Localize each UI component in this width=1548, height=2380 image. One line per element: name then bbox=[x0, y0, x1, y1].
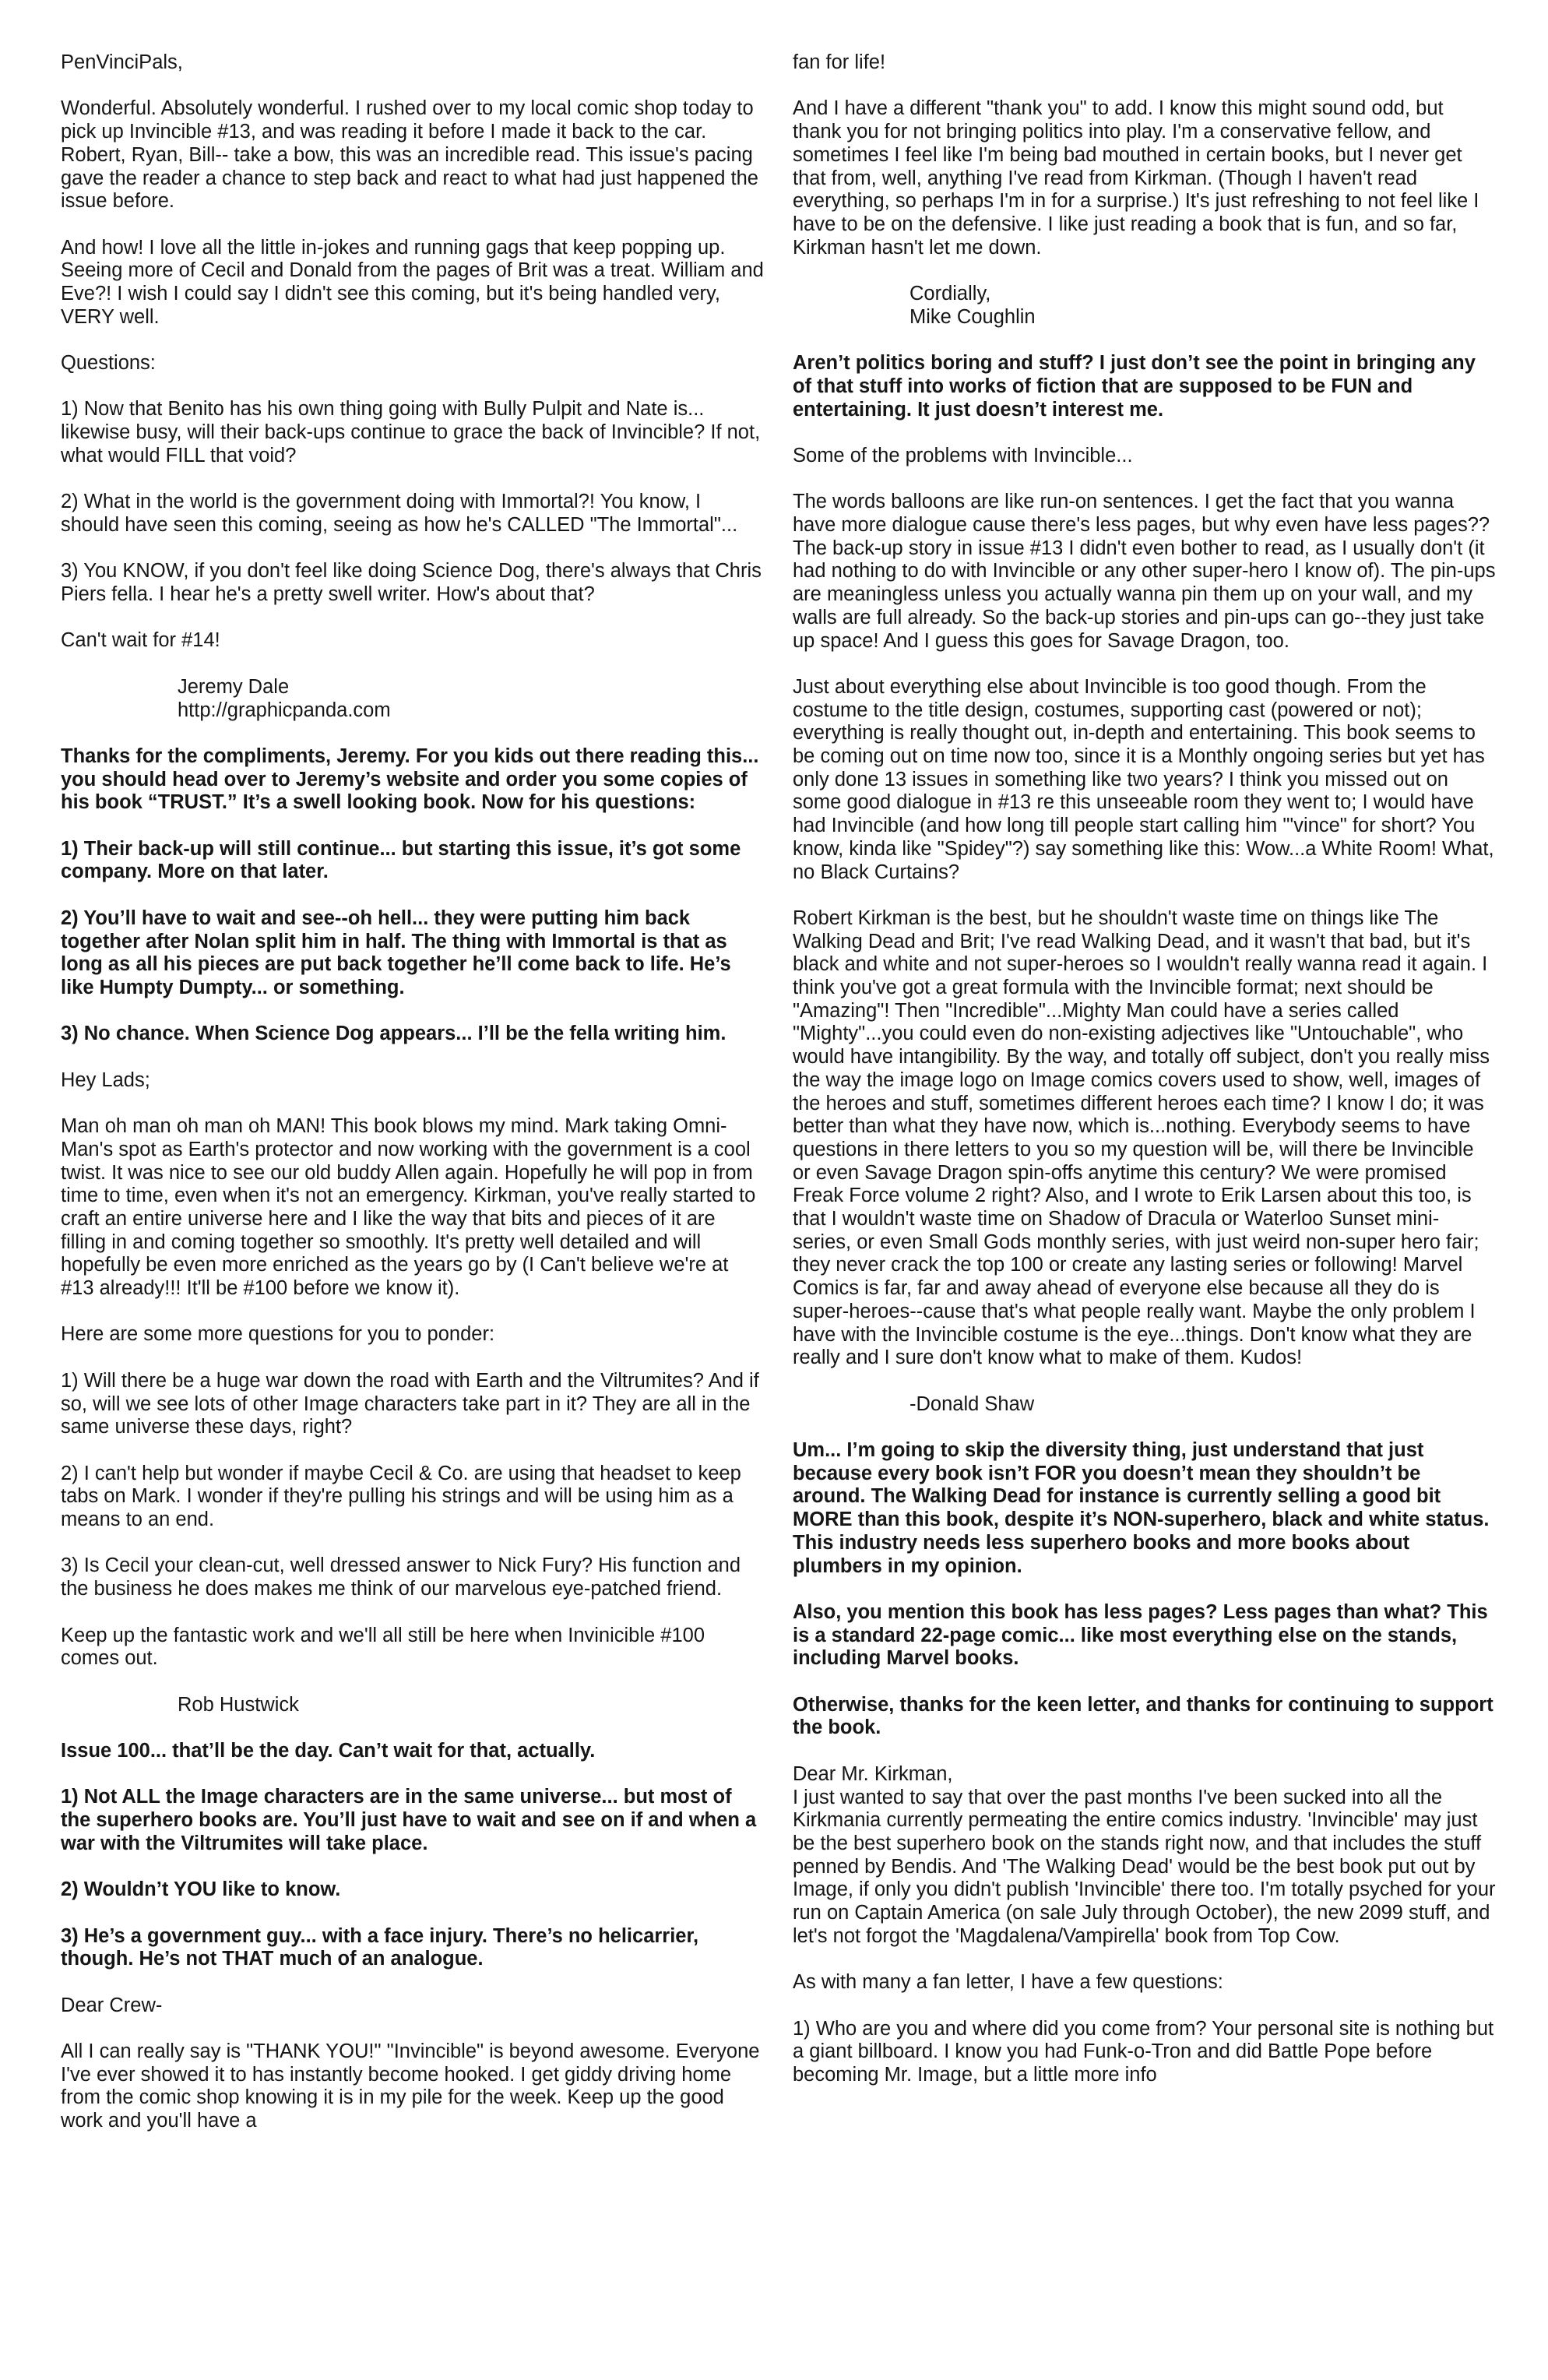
letter-paragraph: 2) I can't help but wonder if maybe Cecil & Co. are using that headset to keep tabs on Mark. I wonder if they're pulling his strings and will be using him as a means to an end. bbox=[61, 1462, 741, 1531]
letter-paragraph: Can't wait for #14! bbox=[61, 629, 220, 652]
right-column bbox=[793, 51, 1497, 2110]
letter-paragraph: The words balloons are like run-on sentences. I get the fact that you wanna have more dialogue cause there's less pages, but why even have less pages?? The back-up story in issue #13 I didn't even bother to read, as I usually don't (it had nothing to do with Invincible or any other super-hero I know of). The pin-ups are meaningless unless you actually wanna pin them up on your wall, and my walls are full already. So the back-up stories and pin-ups can go--they just take up space! And I guess this goes for Savage Dragon, too. bbox=[793, 491, 1496, 652]
letter-paragraph: Just about everything else about Invincible is too good though. From the costume to the title design, costumes, supporting cast (powered or not); everything is really thought out, in-depth and entertaining. This book seems to be coming out on time now too, since it is a Monthly ongoing series but yet has only done 13 issues in something like two years? I think you missed out on some good dialogue in #13 re this unseeable room they went to; I would have had Invincible (and how long till people start calling him "'vince" for short? You know, kinda like "Spidey"?) say something like this: Wow...a White Room! What, no Black Curtains? bbox=[793, 675, 1494, 883]
editor-reply-paragraph: 3) No chance. When Science Dog appears... I’ll be the fella writing him. bbox=[61, 1023, 727, 1045]
letter-paragraph: 3) You KNOW, if you don't feel like doing Science Dog, there's always that Chris Piers fella. I hear he's a pretty swell writer. How's about that? bbox=[61, 560, 762, 606]
editor-reply-paragraph: 2) Wouldn’t YOU like to know. bbox=[61, 1878, 341, 1901]
editor-reply-paragraph: Otherwise, thanks for the keen letter, and thanks for continuing to support the book. bbox=[793, 1693, 1493, 1739]
letter-paragraph: Dear Crew- bbox=[61, 1994, 163, 2016]
editor-reply-paragraph: 1) Not ALL the Image characters are in the same universe... but most of the superhero books are. You’ll just have to wait and see on if and when a war with the Viltrumites will take place. bbox=[61, 1786, 757, 1854]
letter-paragraph: 1) Who are you and where did you come from? Your personal site is nothing but a giant billboard. I know you had Funk-o-Tron and did Battle Pope before becoming Mr. Image, but a little more info bbox=[793, 2017, 1494, 2086]
editor-reply-paragraph: 3) He’s a government guy... with a face injury. There’s no helicarrier, though. He’s not THAT much of an analogue. bbox=[61, 1924, 699, 1970]
letter-paragraph: I just wanted to say that over the past months I've been sucked into all the Kirkmania currently permeating the entire comics industry. 'Invincible' may just be the best superhero book on the stands right now, and that includes the stuff penned by Bendis. And 'The Walking Dead' would be the best book put out by Image, if only you didn't publish 'Invincible' there too. I'm totally psyched for your run on Captain America (on sale July through October), the new 2099 stuff, and let's not forgot the 'Magdalena/Vampirella' book from Top Cow. bbox=[793, 1786, 1496, 1947]
letter-paragraph: Man oh man oh man oh MAN! This book blows my mind. Mark taking Omni-Man's spot as Earth's protector and now working with the government is a cool twist. It was nice to see our old buddy Allen again. Hopefully he will pop in from time to time, even when it's not an emergency. Kirkman, you've really started to craft an entire universe here and I like the way that bits and pieces of it are filling in and coming together so smoothly. It's pretty well detailed and will hopefully be even more enriched as the years go by (I Can't believe we're at #13 already!!! It'll be #100 before we know it). bbox=[61, 1115, 756, 1300]
left-column bbox=[61, 51, 765, 2156]
letter-paragraph: 2) What in the world is the government doing with Immortal?! You know, I should have seen this coming, seeing as how he's CALLED "The Immortal"... bbox=[61, 491, 738, 536]
editor-reply-paragraph: 2) You’ll have to wait and see--oh hell... they were putting him back together after Nolan split him in half. The thing with Immortal is that as long as all his pieces are put back together he’ll come back to life. He’s like Humpty Dumpty... or something. bbox=[61, 907, 731, 998]
letter-paragraph: Some of the problems with Invincible... bbox=[793, 444, 1133, 466]
letter-paragraph: fan for life! bbox=[793, 51, 886, 73]
letter-paragraph: Wonderful. Absolutely wonderful. I rushed over to my local comic shop today to pick up Invincible #13, and was reading it before I made it back to the car. Robert, Ryan, Bill-- take a bow, this was an incredible read. This issue's pacing gave the reader a chance to step back and react to what had just happened the issue before. bbox=[61, 97, 758, 213]
editor-reply-paragraph: Also, you mention this book has less pages? Less pages than what? This is a standard 22-page comic... like most everything else on the stands, including Marvel books. bbox=[793, 1600, 1488, 1670]
editor-reply-paragraph: Aren’t politics boring and stuff? I just don’t see the point in bringing any of that stuff into works of fiction that are supposed to be FUN and entertaining. It just doesn’t interest me. bbox=[793, 352, 1476, 421]
editor-reply-paragraph: Thanks for the compliments, Jeremy. For you kids out there reading this... you should head over to Jeremy’s website and order you some copies of his book “TRUST.” It’s a swell looking book. Now for his questions: bbox=[61, 745, 759, 814]
letter-paragraph: Keep up the fantastic work and we'll all still be here when Invinicible #100 comes out. bbox=[61, 1624, 705, 1670]
letter-signature: Jeremy Dale http://graphicpanda.com bbox=[178, 675, 391, 721]
letter-paragraph: And I have a different "thank you" to add. I know this might sound odd, but thank you for not bringing politics into play. I'm a conservative fellow, and sometimes I feel like I'm being bad mouthed in certain books, but I never get that from, well, anything I've read from Kirkman. (Though I haven't read everything, so perhaps I'm in for a surprise.) It's just refreshing to not feel like I have to be on the defensive. I like just reading a book that is fun, and so far, Kirkman hasn't let me down. bbox=[793, 97, 1479, 259]
letter-paragraph: And how! I love all the little in-jokes and running gags that keep popping up. Seeing more of Cecil and Donald from the pages of Brit was a treat. William and Eve?! I wish I could say I didn't see this coming, but it's being handled very, VERY well. bbox=[61, 236, 764, 328]
letter-paragraph: 3) Is Cecil your clean-cut, well dressed answer to Nick Fury? His function and the business he does makes me think of our marvelous eye-patched friend. bbox=[61, 1554, 741, 1600]
letter-signature: Rob Hustwick bbox=[178, 1693, 299, 1716]
letter-salutation: Dear Mr. Kirkman, bbox=[793, 1762, 953, 1785]
letter-paragraph: 1) Will there be a huge war down the road with Earth and the Viltrumites? And if so, will we see lots of other Image characters take part in it? They are all in the same universe these days, right? bbox=[61, 1369, 759, 1438]
letter-paragraph: Here are some more questions for you to ponder: bbox=[61, 1323, 495, 1346]
letter-paragraph: Robert Kirkman is the best, but he shouldn't waste time on things like The Walking Dead and Brit; I've read Walking Dead, and it wasn't that bad, but it's black and white and not super-heroes so I wouldn't really wanna read it again. I think you've got a great formula with the Invincible format; next should be "Amazing"! Then "Incredible"...Mighty Man could have a series called "Mighty"...you could even do non-existing adjectives like "Untouchable", who would have intangibility. By the way, and totally off subject, don't you really miss the way the image logo on Image comics covers used to show, well, images of the heroes and stuff, sometimes different heroes each time? I know I do; it was better than what they have now, which is...nothing. Everybody seems to have questions in there letters to you so my question will be, will there be Invincible or even Savage Dragon spin-offs anytime this century? We were promised Freak Force volume 2 right? Also, and I wrote to Erik Larsen about this too, is that I wouldn't waste time on Shadow of Dracula or Waterloo Sunset mini-series, or even Small Gods monthly series, with just weird non-super hero fair; they never crack the top 100 or create any lasting series or following! Marvel Comics is far, far and away ahead of everyone else because all they do is super-heroes--cause that's what people really want. Maybe the only problem I have with the Invincible costume is the eye...things. Don't know what they are really and I sure don't know what to make of them. Kudos! bbox=[793, 907, 1490, 1369]
letter-paragraph: As with many a fan letter, I have a few questions: bbox=[793, 1971, 1223, 1994]
letter-paragraph: 1) Now that Benito has his own thing going with Bully Pulpit and Nate is... likewise busy, will their back-ups continue to grace the back of Invincible? If not, what would FILL that void? bbox=[61, 398, 761, 466]
editor-reply-paragraph: 1) Their back-up will still continue... but starting this issue, it’s got some company. More on that later. bbox=[61, 837, 741, 883]
letter-signature: -Donald Shaw bbox=[909, 1392, 1035, 1415]
letter-paragraph: Questions: bbox=[61, 352, 156, 375]
editor-reply-paragraph: Issue 100... that’ll be the day. Can’t wait for that, actually. bbox=[61, 1740, 596, 1762]
editor-reply-paragraph: Um... I’m going to skip the diversity thing, just understand that just because every book isn’t FOR you doesn’t mean they shouldn’t be around. The Walking Dead for instance is currently selling a good bit MORE than this book, despite it’s NON-superhero, black and white status. This industry needs less superhero books and more books about plumbers in my opinion. bbox=[793, 1439, 1490, 1577]
letter-paragraph: All I can really say is "THANK YOU!" "Invincible" is beyond awesome. Everyone I've ever showed it to has instantly become hooked. I get giddy driving home from the comic shop knowing it is in my pile for the week. Keep up the good work and you'll have a bbox=[61, 2040, 760, 2132]
letter-signature: Cordially, Mike Coughlin bbox=[909, 283, 1036, 328]
letter-paragraph: Hey Lads; bbox=[61, 1069, 150, 1091]
letter-paragraph: PenVinciPals, bbox=[61, 51, 183, 73]
